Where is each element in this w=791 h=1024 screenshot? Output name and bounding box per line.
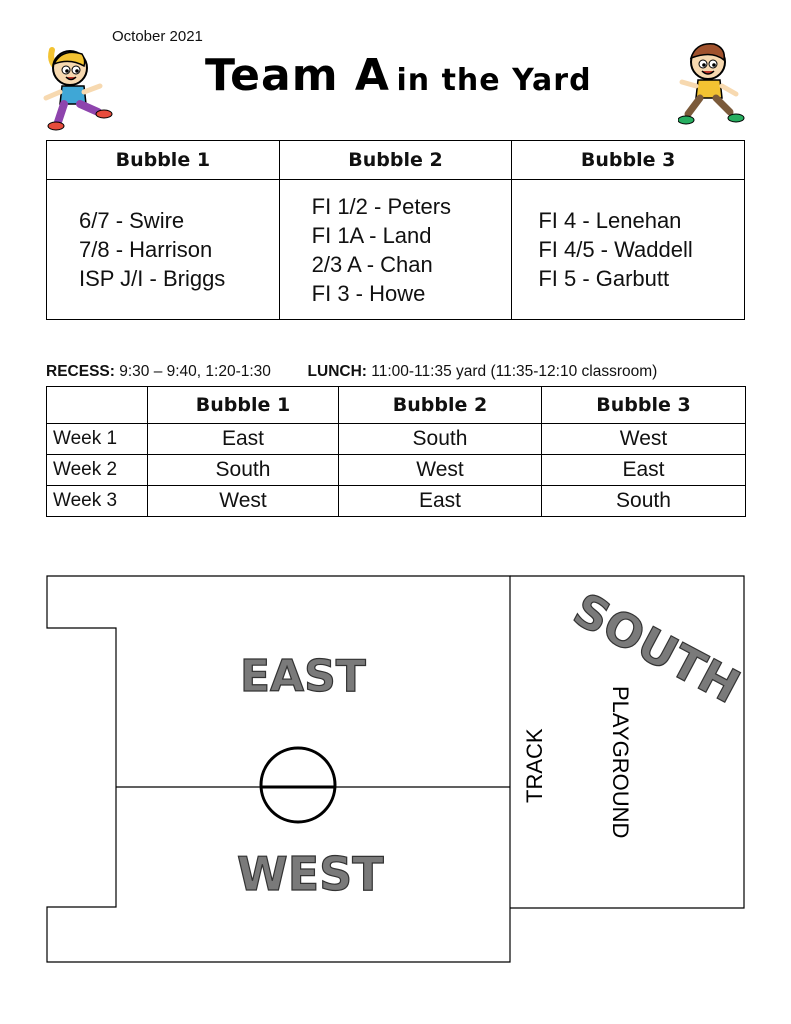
recess-lunch-times	[46, 363, 657, 381]
bubble-classes-row	[47, 180, 745, 320]
rotation-header-row	[47, 387, 746, 424]
bubble-3-header: Bubble 3	[512, 141, 745, 180]
class-list-item: FI 4/5 - Waddell	[538, 237, 693, 262]
rotation-corner-cell	[47, 387, 148, 424]
week-label: Week 1	[47, 424, 148, 455]
table-cell: West	[339, 455, 542, 486]
field-outline	[47, 576, 510, 962]
bubble-1-classes	[47, 180, 280, 320]
bubble-1-header: Bubble 1	[47, 141, 280, 180]
class-list-item: ISP J/I - Briggs	[79, 266, 226, 291]
table-cell: West	[148, 486, 339, 517]
bubble-header-row	[47, 141, 745, 180]
table-row	[47, 455, 746, 486]
table-cell: West	[542, 424, 746, 455]
yard-rotation-table	[46, 386, 746, 517]
lunch-label: LUNCH:	[307, 363, 367, 380]
class-list-item: FI 3 - Howe	[311, 280, 426, 306]
date-label: October 2021	[112, 28, 203, 45]
recess-label: RECESS:	[46, 363, 115, 380]
table-cell: South	[542, 486, 746, 517]
class-list-item: 6/7 - Swire	[79, 208, 185, 233]
class-list-item: 2/3 A - Chan	[311, 251, 433, 277]
table-cell: East	[339, 486, 542, 517]
table-row	[47, 424, 746, 455]
class-list-item: FI 1A - Land	[311, 222, 432, 248]
week-label: Week 2	[47, 455, 148, 486]
bubble-3-classes	[512, 180, 745, 320]
title-rest: in the Yard	[396, 63, 592, 98]
class-list-item: FI 1/2 - Peters	[311, 193, 452, 219]
class-list-item: FI 5 - Garbutt	[538, 266, 670, 291]
recess-times: 9:30 – 9:40, 1:20-1:30	[119, 363, 271, 380]
rotation-bubble-1-header: Bubble 1	[148, 387, 339, 424]
playground-label: PLAYGROUND	[608, 686, 633, 839]
south-zone-label: SOUTH	[564, 582, 749, 714]
table-cell: South	[339, 424, 542, 455]
rotation-bubble-2-header: Bubble 2	[339, 387, 542, 424]
east-zone-label: EAST	[240, 651, 366, 702]
bubble-class-table	[46, 140, 745, 320]
page-title	[205, 50, 592, 101]
center-circle	[261, 748, 335, 822]
bubble-2-classes	[279, 180, 512, 320]
track-label: TRACK	[522, 728, 547, 803]
table-row	[47, 486, 746, 517]
table-cell: East	[542, 455, 746, 486]
table-cell: South	[148, 455, 339, 486]
lunch-times: 11:00-11:35 yard (11:35-12:10 classroom)	[371, 363, 658, 380]
yard-map	[0, 560, 791, 980]
class-list-item: 7/8 - Harrison	[79, 237, 213, 262]
bubble-2-header: Bubble 2	[279, 141, 512, 180]
title-team: Team A	[205, 50, 390, 101]
running-girl-icon	[40, 42, 120, 132]
rotation-bubble-3-header: Bubble 3	[542, 387, 746, 424]
week-label: Week 3	[47, 486, 148, 517]
table-cell: East	[148, 424, 339, 455]
running-boy-icon	[678, 40, 748, 130]
west-zone-label: WEST	[237, 847, 384, 901]
class-list-item: FI 4 - Lenehan	[538, 208, 682, 233]
